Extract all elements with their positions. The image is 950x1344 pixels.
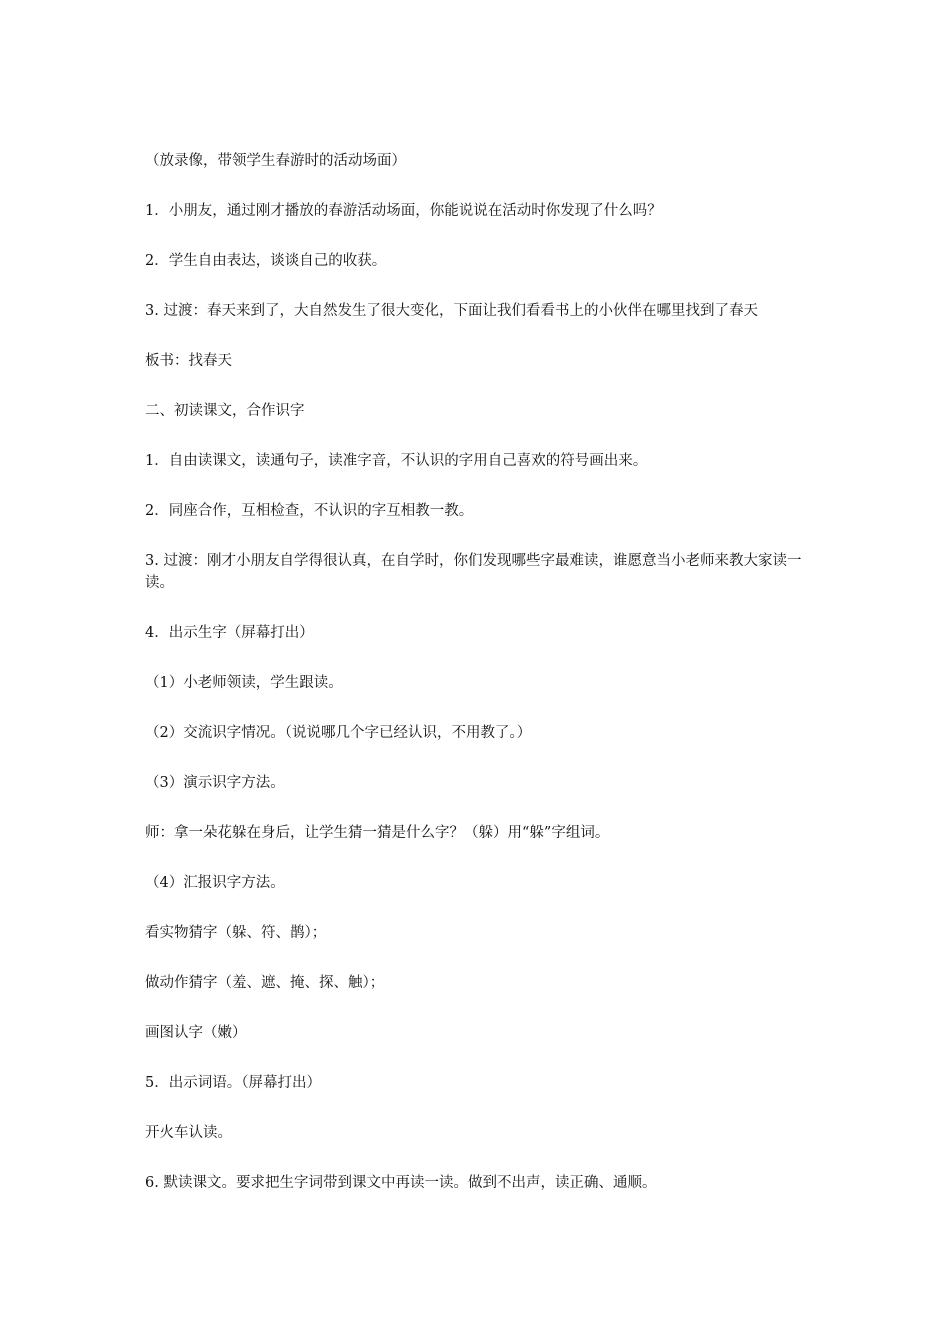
paragraph-draw: 画图认字（嫩）: [145, 1025, 247, 1041]
document-body: [145, 150, 813, 1222]
paragraph-step-1: 1．小朋友，通过刚才播放的春游活动场面，你能说说在活动时你发现了什么吗？: [145, 203, 662, 219]
paragraph-train: 开火车认读。: [145, 1125, 232, 1141]
paragraph-read-1: 1．自由读课文，读通句子，读准字音，不认识的字用自己喜欢的符号画出来。: [145, 453, 648, 469]
paragraph-read-5: 5．出示词语。（屏幕打出）: [145, 1075, 321, 1091]
paragraph-read-3-transition: 3. 过渡：刚才小朋友自学得很认真，在自学时，你们发现哪些字最难读，谁愿意当小老师来教大家读一读。: [145, 553, 802, 591]
section-heading-reading: 二、初读课文，合作识字: [145, 403, 305, 419]
paragraph-blackboard: 板书：找春天: [145, 353, 232, 369]
paragraph-sub-1: （1）小老师领读，学生跟读。: [145, 675, 343, 691]
paragraph-sub-3: （3）演示识字方法。: [145, 775, 285, 791]
paragraph-read-6: 6. 默读课文。要求把生字词带到课文中再读一读。做到不出声，读正确、通顺。: [145, 1175, 657, 1191]
paragraph-step-2: 2．学生自由表达，谈谈自己的收获。: [145, 253, 387, 269]
paragraph-sub-2: （2）交流识字情况。（说说哪几个字已经认识，不用教了。）: [145, 725, 532, 741]
paragraph-read-4: 4．出示生字（屏幕打出）: [145, 625, 314, 641]
paragraph-guess-objects: 看实物猜字（躲、符、鹊）；: [145, 925, 327, 941]
paragraph-sub-4: （4）汇报识字方法。: [145, 875, 285, 891]
paragraph-guess-actions: 做动作猜字（羞、遮、掩、探、触）；: [145, 975, 385, 991]
paragraph-teacher: 师：拿一朵花躲在身后，让学生猜一猜是什么字？（躲）用“躲”字组词。: [145, 825, 610, 841]
paragraph-read-2: 2．同座合作，互相检查，不认识的字互相教一教。: [145, 503, 474, 519]
paragraph-intro-video: （放录像，带领学生春游时的活动场面）: [145, 153, 406, 169]
paragraph-step-3-transition: 3. 过渡：春天来到了，大自然发生了很大变化，下面让我们看看书上的小伙伴在哪里找到了春天: [145, 303, 758, 319]
